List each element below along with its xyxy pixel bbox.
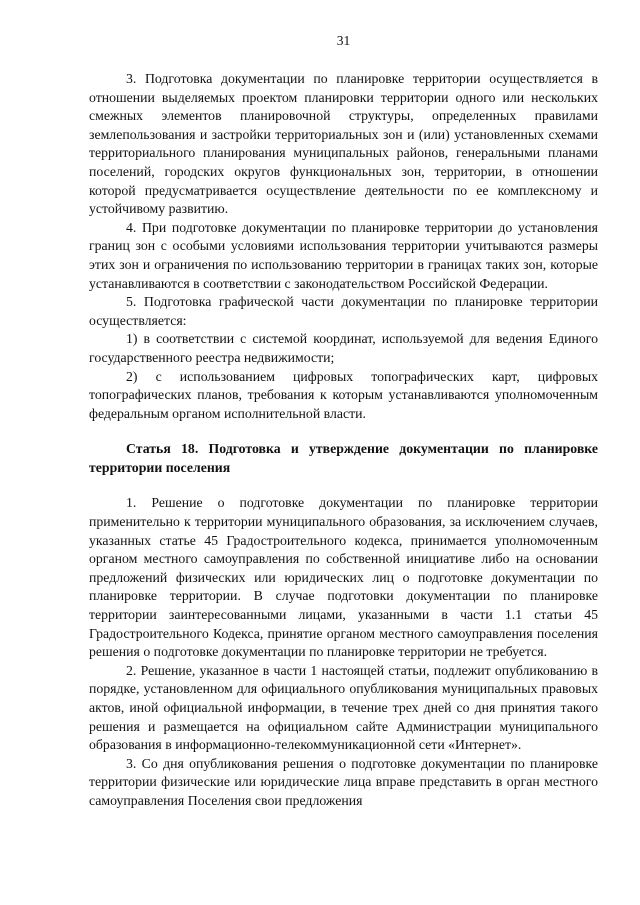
article-heading: Статья 18. Подготовка и утверждение документации по планировке территории поселения — [89, 441, 598, 475]
article-18-paragraph-3: 3. Со дня опубликования решения о подготовке документации по планировке территории физические или юридические лица вправе представить в орган местного самоуправления Поселения свои предложения — [89, 755, 598, 808]
article-18-paragraph-2: 2. Решение, указанное в части 1 настоящей статьи, подлежит опубликованию в порядке, установленном для официального опубликования муниципальных правовых актов, иной официальной информации, в течение трех дней со дня принятия такого решения и размещается на официальном сайте Администрации муниципального образования в информационно-телекоммуникационной сети «Интернет». — [89, 662, 598, 753]
paragraph-4: 4. При подготовке документации по планировке территории до установления границ зон с особыми условиями использования территории учитываются размеры этих зон и ограничения по использованию территории в границах таких зон, которые устанавливаются в соответствии с законодательством Российской Федерации. — [89, 219, 598, 291]
document-body — [89, 70, 598, 811]
page-number: 31 — [336, 33, 351, 48]
paragraph-5: 5. Подготовка графической части документации по планировке территории осуществляется: — [89, 294, 598, 328]
paragraph-5-item-2: 2) с использованием цифровых топографических карт, цифровых топографических планов, требования к которым устанавливаются уполномоченным федеральным органом исполнительной власти. — [89, 368, 598, 421]
article-18-paragraph-1: 1. Решение о подготовке документации по планировке территории применительно к территории муниципального образования, за исключением случаев, указанных статье 45 Градостроительного кодекса, принимается уполномоченным органом местного самоуправления по собственной инициативе либо на основании предложений физических или юридических лиц о подготовке документации по планировке территории. В случае подготовки документации по планировке территории заинтересованными лицами, указанными в части 1.1 статьи 45 Градостроительного Кодекса, принятие органом местного самоуправления поселения решения о подготовке документации по планировке территории не требуется. — [89, 495, 598, 660]
paragraph-3: 3. Подготовка документации по планировке территории осуществляется в отношении выделяемых проектом планировки территории одного или нескольких смежных элементов планировочной структуры, определенных правилами землепользования и застройки территориальных зон и (или) установленных схемами территориального планирования муниципальных районов, генеральными планами поселений, городских округов функциональных зон, территории, в отношении которой предусматривается осуществление деятельности по ее комплексному и устойчивому развитию. — [89, 71, 598, 217]
paragraph-5-item-1: 1) в соответствии с системой координат, используемой для ведения Единого государственного реестра недвижимости; — [89, 331, 598, 365]
